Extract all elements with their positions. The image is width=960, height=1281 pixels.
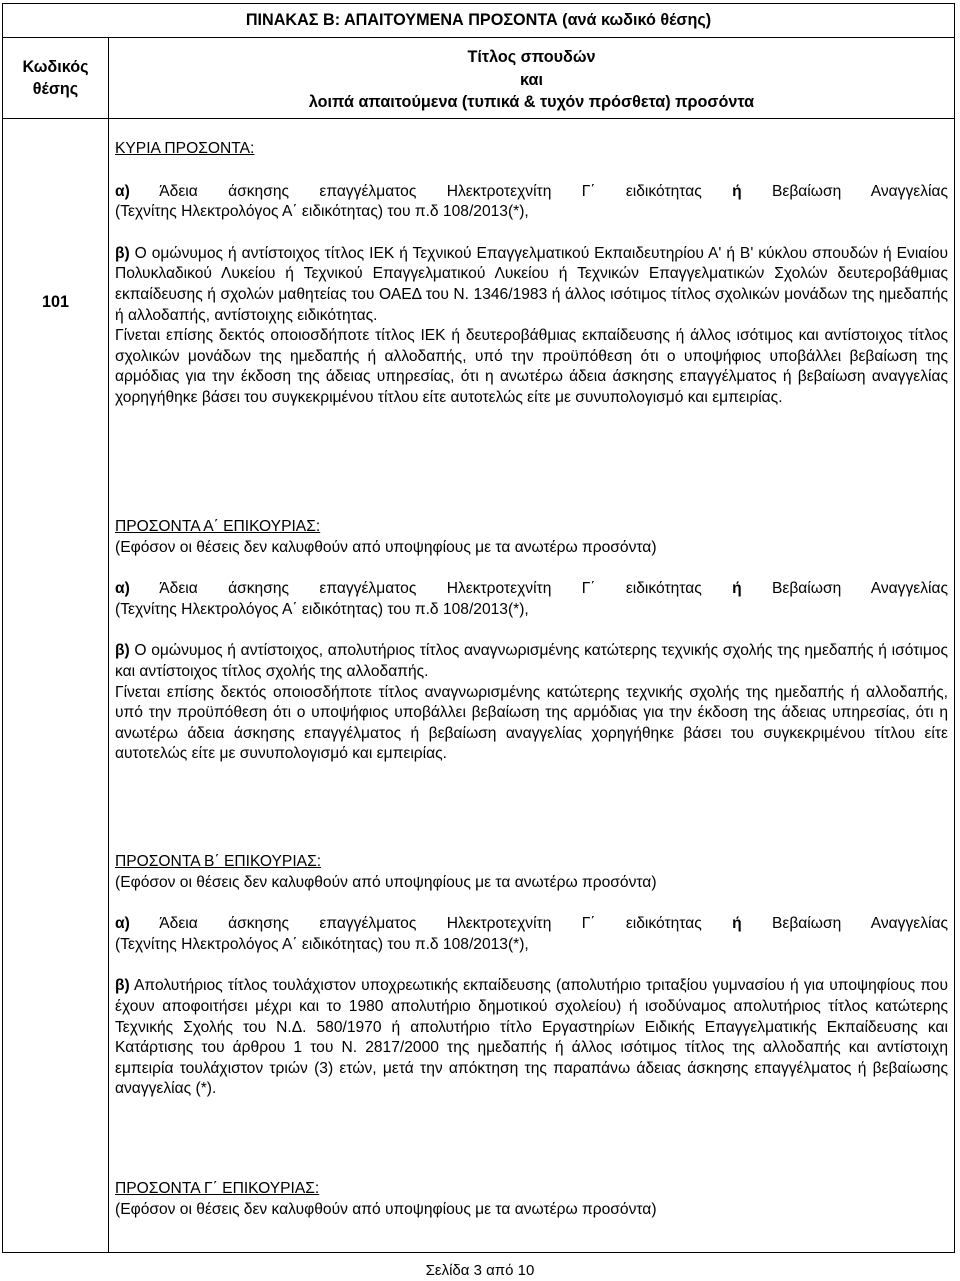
table-title: ΠΙΝΑΚΑΣ Β: ΑΠΑΙΤΟΥΜΕΝΑ ΠΡΟΣΟΝΤΑ (ανά κωδικό θέσης)	[3, 4, 954, 38]
aux-c-qualifications	[115, 1179, 948, 1220]
aux-b-heading: ΠΡΟΣΟΝΤΑ Β΄ ΕΠΙΚΟΥΡΙΑΣ:	[115, 853, 322, 870]
code-column-header	[3, 38, 108, 118]
aux-b-qualifications	[115, 852, 948, 1100]
aux-b-alpha-text: Άδεια άσκησης επαγγέλματος Ηλεκτροτεχνίτη Γ΄ ειδικότητας	[129, 915, 733, 933]
main-alpha-label: α)	[115, 182, 130, 200]
main-beta-paragraph	[115, 244, 948, 326]
aux-a-beta-paragraph	[115, 641, 948, 682]
code-header-line2: θέσης	[32, 80, 79, 98]
aux-b-beta-paragraph	[115, 976, 948, 1100]
requirements-table	[2, 3, 955, 1253]
aux-a-alpha-line2: (Τεχνίτης Ηλεκτρολόγος Α΄ ειδικότητας) του π.δ 108/2013(*),	[115, 600, 529, 618]
aux-b-alpha-label: α)	[115, 915, 130, 933]
main-beta-text: Ο ομώνυμος ή αντίστοιχος τίτλος ΙΕΚ ή Τεχνικού Επαγγελματικού Εκπαιδευτηρίου Α' ή Β' κύκλου σπουδών ή Ενιαίου Πολυκλαδικού Λυκείου ή Τεχνικού Επαγγελματικού Λυκείου ή Τεχνικών Επαγγελματικών Σχολών δευτεροβάθμιας εκπαίδευσης ή σχολών μαθητείας του ΟΑΕΔ του Ν. 1346/1983 ή άλλος ισότιμος τίτλος σχολικών μονάδων της ημεδαπής ή αλλοδαπής, αντίστοιχης ειδικότητας.	[115, 244, 948, 324]
main-qualifications	[115, 139, 948, 409]
aux-a-heading: ΠΡΟΣΟΝΤΑ Α΄ ΕΠΙΚΟΥΡΙΑΣ:	[115, 518, 321, 535]
table-header-row	[3, 38, 954, 119]
aux-a-alpha-or: ή	[732, 580, 742, 598]
aux-a-beta-text: Ο ομώνυμος ή αντίστοιχος, απολυτήριος τίτλος αναγνωρισμένης κατώτερης τεχνικής σχολής της ημεδαπής ή ισότιμος και αντίστοιχος τίτλος σχολής της αλλοδαπής.	[115, 642, 948, 680]
aux-b-alpha-text2: Βεβαίωση Αναγγελίας	[741, 915, 948, 933]
aux-c-note: (Εφόσον οι θέσεις δεν καλυφθούν από υποψηφίους με τα ανωτέρω προσόντα)	[115, 1200, 657, 1218]
aux-a-also-paragraph: Γίνεται επίσης δεκτός οποιοσδήποτε τίτλος αναγνωρισμένης κατώτερης τεχνικής σχολής της ημεδαπής ή αλλοδαπής, υπό την προϋπόθεση ότι ο υποψήφιος υποβάλλει βεβαίωση της αρμόδιας για την έκδοση της άδειας υπηρεσίας, ότι η ανωτέρω άδεια άσκησης επαγγέλματος ή βεβαίωση αναγγελίας χορηγήθηκε βάσει του συγκεκριμένου τίτλου είτε αυτοτελώς είτε με συνυπολογισμό και εμπειρίας.	[115, 683, 948, 763]
aux-b-beta-text: Απολυτήριος τίτλος τουλάχιστον υποχρεωτικής εκπαίδευσης (απολυτήριο τριταξίου γυμνασίου ή για υποψηφίους που έχουν αποφοιτήσει μέχρι και το 1980 απολυτήριο δημοτικού σχολείου) ή ισοδύναμος απολυτήριος τίτλος κατώτερης Τεχνικής Σχολής του Ν.Δ. 580/1970 ή απολυτήριο τίτλο Εργαστηρίων Ειδικής Επαγγελματικής Εκπαίδευσης και Κατάρτισης του άρθρου 1 του Ν. 2817/2000 της ημεδαπής ή άλλος ισότιμος τίτλος της αλλοδαπής και αντίστοιχη εμπειρία τουλάχιστον τριών (3) ετών, μετά την απόκτηση της παραπάνω άδειας άσκησης επαγγέλματος ή βεβαίωσης αναγγελίας (*).	[115, 977, 948, 1098]
main-heading: ΚΥΡΙΑ ΠΡΟΣΟΝΤΑ:	[115, 140, 255, 157]
aux-b-alpha-line2: (Τεχνίτης Ηλεκτρολόγος Α΄ ειδικότητας) του π.δ 108/2013(*),	[115, 935, 529, 953]
aux-a-qualifications	[115, 517, 948, 765]
main-also-paragraph: Γίνεται επίσης δεκτός οποιοσδήποτε τίτλος ΙΕΚ ή δευτεροβάθμιας εκπαίδευσης ή άλλος ισότιμος και αντίστοιχος τίτλος σχολικών μονάδων της ημεδαπής ή αλλοδαπής, υπό την προϋπόθεση ότι ο υποψήφιος υποβάλλει βεβαίωση της αρμόδιας για την έκδοση της άδειας υπηρεσίας, ότι η ανωτέρω άδεια άσκησης επαγγέλματος ή βεβαίωση αναγγελίας χορηγήθηκε βάσει του συγκεκριμένου τίτλου είτε αυτοτελώς είτε με συνυπολογισμό και εμπειρίας.	[115, 327, 948, 406]
title-header-line1: Τίτλος σπουδών	[467, 48, 596, 66]
aux-a-alpha-text: Άδεια άσκησης επαγγέλματος Ηλεκτροτεχνίτη Γ΄ ειδικότητας	[129, 580, 733, 598]
title-header-line3: λοιπά απαιτούμενα (τυπικά & τυχόν πρόσθετα) προσόντα	[308, 93, 755, 111]
page-number: Σελίδα 3 από 10	[425, 1262, 535, 1279]
code-header-line1: Κωδικός	[22, 58, 89, 76]
aux-a-alpha-label: α)	[115, 580, 130, 598]
aux-b-note: (Εφόσον οι θέσεις δεν καλυφθούν από υποψηφίους με τα ανωτέρω προσόντα)	[115, 873, 657, 891]
aux-a-note: (Εφόσον οι θέσεις δεν καλυφθούν από υποψηφίους με τα ανωτέρω προσόντα)	[115, 538, 657, 556]
main-beta-label: β)	[115, 244, 130, 262]
main-alpha-text2: Βεβαίωση Αναγγελίας	[741, 182, 948, 200]
aux-a-beta-label: β)	[115, 642, 130, 660]
aux-b-beta-label: β)	[115, 977, 130, 995]
aux-b-alpha-line1	[115, 914, 948, 935]
main-alpha-line2: (Τεχνίτης Ηλεκτρολόγος Α΄ ειδικότητας) του π.δ 108/2013(*),	[115, 203, 529, 221]
aux-a-alpha-text2: Βεβαίωση Αναγγελίας	[741, 580, 948, 598]
column-divider	[108, 38, 109, 1252]
title-header-line2: και	[520, 70, 543, 89]
main-alpha-line1	[115, 182, 948, 203]
aux-b-alpha-or: ή	[732, 915, 742, 933]
main-alpha-or: ή	[732, 182, 742, 200]
aux-c-heading: ΠΡΟΣΟΝΤΑ Γ΄ ΕΠΙΚΟΥΡΙΑΣ:	[115, 1180, 320, 1197]
position-code: 101	[41, 293, 69, 311]
aux-a-alpha-line1	[115, 579, 948, 600]
main-alpha-text: Άδεια άσκησης επαγγέλματος Ηλεκτροτεχνίτη Γ΄ ειδικότητας	[129, 182, 733, 200]
qualifications-column-header	[109, 46, 954, 114]
